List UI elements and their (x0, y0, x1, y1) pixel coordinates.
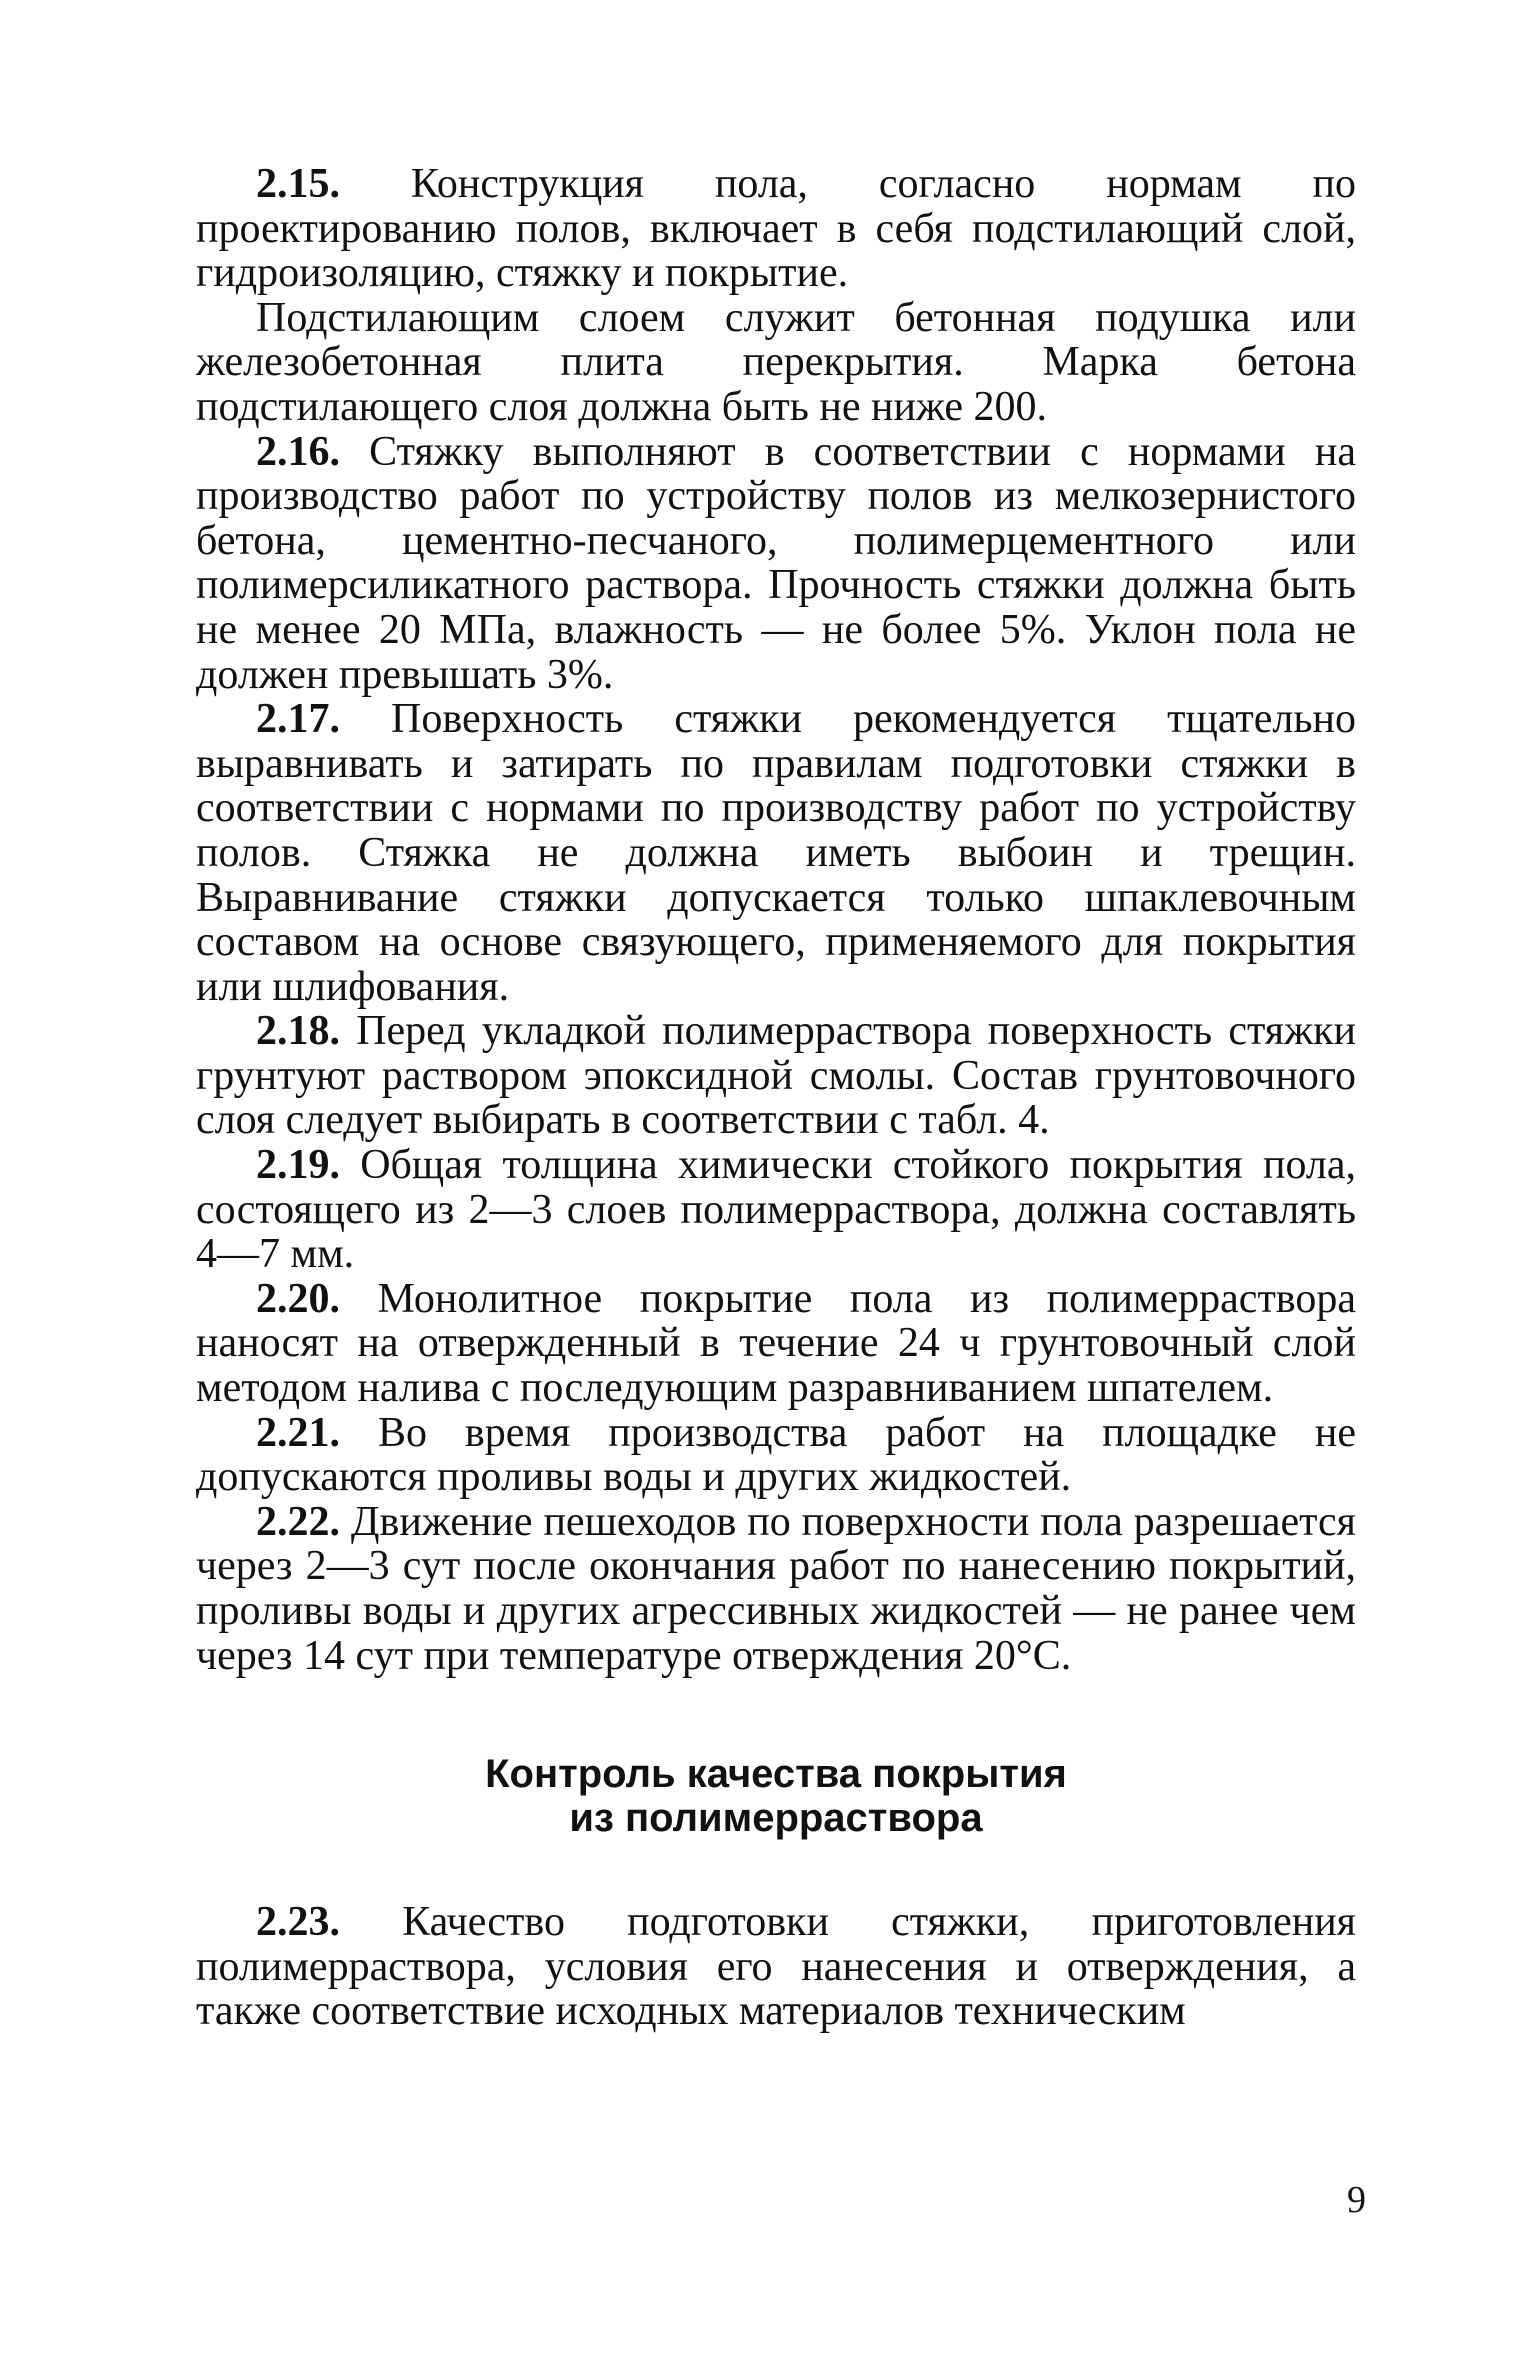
section-heading-line-2: из полимерраствора (569, 1796, 983, 1841)
section-heading-line-1: Контроль качества покрытия (485, 1752, 1067, 1797)
paragraph-text: Монолитное покрытие пола из полимерраствора наносят на отвержденный в течение 24 ч грунтовочный слой методом налива с последующим разравниванием шпателем. (196, 1275, 1356, 1412)
paragraph-text: Подстилающим слоем служит бетонная подушка или железобетонная плита перекрытия. Марка бетона подстилающего слоя должна быть не ниже 200. (196, 294, 1356, 430)
clause-number: 2.23. (256, 1899, 340, 1946)
paragraph-2-21 (196, 1411, 1356, 1500)
paragraph-text: Поверхность стяжки рекомендуется тщательно выравнивать и затирать по правилам подготовки стяжки в соответствии с нормами по производству работ по устройству полов. Стяжка не должна иметь выбоин и трещин. Выравнивание стяжки допускается только шпаклевочным составом на основе связующего, применяемого для покрытия или шлифования. (196, 696, 1356, 1010)
page-number: 9 (1347, 2179, 1366, 2221)
paragraph-text: Качество подготовки стяжки, приготовления полимерраствора, условия его нанесения и отверждения, а также соответствие исходных материалов техническим (196, 1899, 1356, 2035)
section-heading (196, 1752, 1356, 1840)
paragraph-2-22 (196, 1500, 1356, 1678)
paragraph-text: Общая толщина химически стойкого покрытия пола, состоящего из 2—3 слоев полимерраствора, должна составлять 4—7 мм. (196, 1142, 1356, 1278)
paragraph-2-23 (196, 1900, 1356, 2034)
paragraph-2-16 (196, 430, 1356, 698)
clause-number: 2.16. (256, 428, 340, 475)
clause-number: 2.18. (256, 1008, 340, 1055)
clause-number: 2.17. (256, 696, 340, 743)
clause-number: 2.21. (256, 1409, 340, 1456)
clause-number: 2.19. (256, 1142, 340, 1189)
paragraph-2-19 (196, 1143, 1356, 1277)
paragraph-2-20 (196, 1277, 1356, 1411)
paragraph-text: Стяжку выполняют в соответствии с нормами на производство работ по устройству полов из мелкозернистого бетона, цементно-песчаного, полимерцементного или полимерсиликатного раствора. Прочность стяжки должна быть не менее 20 МПа, влажность — не более 5%. Уклон пола не должен превышать 3%. (196, 428, 1356, 698)
paragraph-2-18 (196, 1009, 1356, 1143)
paragraph-text: Движение пешеходов по поверхности пола разрешается через 2—3 сут после окончания работ по нанесению покрытий, проливы воды и других агрессивных жидкостей — не ранее чем через 14 сут при температуре отверждения 20°С. (196, 1498, 1356, 1679)
clause-number: 2.22. (256, 1498, 340, 1545)
clause-number: 2.15. (256, 161, 340, 207)
clause-number: 2.20. (256, 1275, 340, 1322)
paragraph-2-17 (196, 697, 1356, 1009)
paragraph-text: Перед укладкой полимерраствора поверхность стяжки грунтуют раствором эпоксидной смолы. Состав грунтовочного слоя следует выбирать в соответствии с табл. 4. (196, 1008, 1356, 1144)
paragraph-2-15-cont (196, 296, 1356, 430)
paragraph-text: Во время производства работ на площадке не допускаются проливы воды и других жидкостей. (196, 1409, 1356, 1501)
paragraph-2-15 (196, 162, 1356, 296)
paragraph-text: Конструкция пола, согласно нормам по проектированию полов, включает в себя подстилающий слой, гидроизоляцию, стяжку и покрытие. (196, 161, 1356, 297)
document-page (196, 162, 1356, 2034)
